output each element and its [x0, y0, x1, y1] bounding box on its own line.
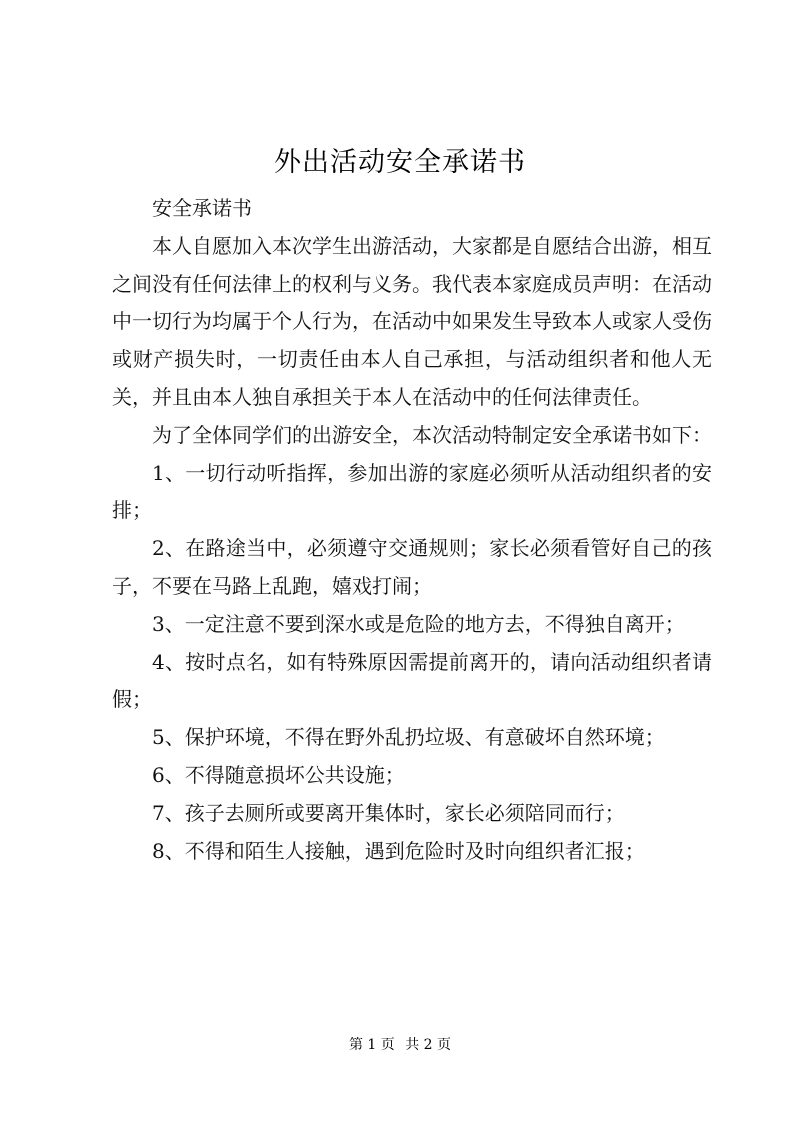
paragraph-intro: 为了全体同学们的出游安全，本次活动特制定安全承诺书如下：: [152, 422, 712, 447]
rule-item-1: 1、一切行动听指挥，参加出游的家庭必须听从活动组织者的安排；: [112, 460, 712, 523]
page-footer: [0, 1035, 800, 1055]
rule-item-6: 6、不得随意损坏公共设施；: [152, 762, 405, 787]
rule-item-8: 8、不得和陌生人接触，遇到危险时及时向组织者汇报；: [152, 838, 645, 863]
rule-item-3: 3、一定注意不要到深水或是危险的地方去，不得独自离开；: [152, 611, 685, 636]
rule-item-4: 4、按时点名，如有特殊原因需提前离开的，请向活动组织者请假；: [112, 649, 712, 712]
document-body: [112, 190, 712, 870]
page-total: 共 2 页: [405, 1037, 452, 1053]
subtitle-paragraph: 安全承诺书: [152, 196, 252, 220]
rule-item-7: 7、孩子去厕所或要离开集体时，家长必须陪同而行；: [152, 800, 625, 825]
rule-item-5: 5、保护环境，不得在野外乱扔垃圾、有意破坏自然环境；: [152, 725, 665, 750]
paragraph-declaration: 本人自愿加入本次学生出游活动，大家都是自愿结合出游，相互之间没有任何法律上的权利与义务。我代表本家庭成员声明：在活动中一切行为均属于个人行为，在活动中如果发生导致本人或家人受伤或财产损失时，一切责任由本人自己承担，与活动组织者和他人无关，并且由本人独自承担关于本人在活动中的任何法律责任。: [112, 233, 712, 409]
page-number: 第 1 页: [348, 1037, 395, 1053]
document-title: 外出活动安全承诺书: [274, 147, 526, 178]
rule-item-2: 2、在路途当中，必须遵守交通规则；家长必须看管好自己的孩子，不要在马路上乱跑，嬉戏打闹；: [112, 536, 712, 598]
